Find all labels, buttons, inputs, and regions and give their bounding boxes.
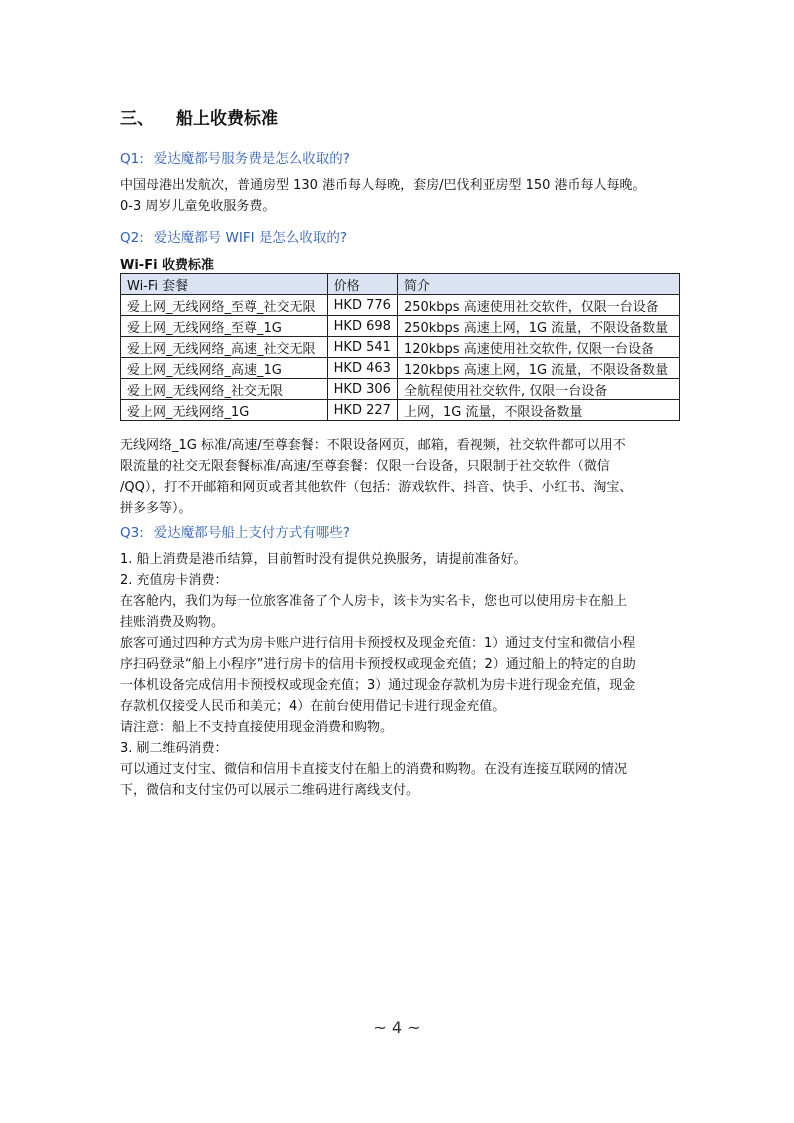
table-header-description: 简介: [397, 274, 679, 295]
table-cell-price: HKD 306: [327, 379, 397, 400]
answer-3-line: 旅客可通过四种方式为房卡账户进行信用卡预授权及现金充值：1）通过支付宝和微信小程: [120, 636, 636, 651]
answer-3-line: 存款机仅接受人民币和美元；4）在前台使用借记卡进行现金充值。: [120, 699, 506, 714]
question-2: [120, 226, 347, 246]
table-row: [121, 358, 680, 379]
answer-3-line: 一体机设备完成信用卡预授权或现金充值；3）通过现金存款机为房卡进行现金充值，现金: [120, 678, 636, 693]
wifi-note: [120, 435, 680, 519]
answer-3-line: 1. 船上消费是港币结算，目前暂时没有提供兑换服务，请提前准备好。: [120, 552, 527, 567]
table-cell-plan: 爱上网_无线网络_高速_社交无限: [121, 337, 328, 358]
table-header-row: [121, 274, 680, 295]
answer-1-line: 0-3 周岁儿童免收服务费。: [120, 199, 276, 214]
wifi-note-line: 拼多多等）。: [120, 501, 192, 516]
answer-3-line: 3. 刷二维码消费：: [120, 741, 228, 756]
wifi-note-line: /QQ），打不开邮箱和网页或者其他软件（包括：游戏软件、抖音、快手、小红书、淘宝、: [120, 480, 633, 495]
answer-3: [120, 549, 680, 801]
table-cell-description: 全航程使用社交软件, 仅限一台设备: [397, 379, 679, 400]
table-cell-plan: 爱上网_无线网络_至尊_社交无限: [121, 295, 328, 316]
answer-3-line: 2. 充值房卡消费：: [120, 573, 228, 588]
question-1-text: 爱达魔都号服务费是怎么收取的?: [153, 151, 350, 167]
question-3-text: 爱达魔都号船上支付方式有哪些?: [153, 525, 350, 541]
table-row: [121, 316, 680, 337]
wifi-price-table: [120, 273, 680, 421]
table-cell-description: 250kbps 高速上网，1G 流量，不限设备数量: [397, 316, 679, 337]
answer-3-line: 下，微信和支付宝仍可以展示二维码进行离线支付。: [120, 783, 420, 798]
table-cell-plan: 爱上网_无线网络_高速_1G: [121, 358, 328, 379]
table-header-price: 价格: [327, 274, 397, 295]
table-cell-description: 250kbps 高速使用社交软件，仅限一台设备: [397, 295, 679, 316]
table-cell-plan: 爱上网_无线网络_社交无限: [121, 379, 328, 400]
section-title: 船上收费标准: [176, 109, 278, 129]
wifi-table-title: Wi-Fi 收费标准: [120, 258, 215, 273]
page-number: ~ 4 ~: [373, 1018, 421, 1037]
table-cell-description: 120kbps 高速上网，1G 流量，不限设备数量: [397, 358, 679, 379]
table-cell-price: HKD 463: [327, 358, 397, 379]
wifi-note-line: 限流量的社交无限套餐标准/高速/至尊套餐：仅限一台设备，只限制于社交软件（微信: [120, 459, 610, 474]
question-3: [120, 521, 350, 541]
answer-1: [120, 175, 680, 217]
answer-3-line: 在客舱内，我们为每一位旅客准备了个人房卡，该卡为实名卡，您也可以使用房卡在船上: [120, 594, 628, 609]
question-2-text: 爱达魔都号 WIFI 是怎么收取的?: [153, 230, 348, 246]
table-row: [121, 379, 680, 400]
section-number: 三、: [120, 109, 154, 129]
wifi-note-line: 无线网络_1G 标准/高速/至尊套餐：不限设备网页，邮箱，看视频，社交软件都可以用不: [120, 438, 626, 453]
table-cell-description: 120kbps 高速使用社交软件, 仅限一台设备: [397, 337, 679, 358]
question-3-label: Q3:: [120, 525, 144, 541]
table-row: [121, 400, 680, 421]
table-cell-description: 上网，1G 流量，不限设备数量: [397, 400, 679, 421]
table-header-plan: Wi-Fi 套餐: [121, 274, 328, 295]
table-row: [121, 295, 680, 316]
question-1: [120, 147, 350, 167]
table-cell-plan: 爱上网_无线网络_至尊_1G: [121, 316, 328, 337]
answer-1-line: 中国母港出发航次，普通房型 130 港币每人每晚，套房/巴伐利亚房型 150 港币每人每晚。: [120, 178, 646, 193]
table-cell-price: HKD 776: [327, 295, 397, 316]
answer-3-line: 可以通过支付宝、微信和信用卡直接支付在船上的消费和购物。在没有连接互联网的情况: [120, 762, 628, 777]
table-cell-price: HKD 541: [327, 337, 397, 358]
answer-3-line: 序扫码登录“船上小程序”进行房卡的信用卡预授权或现金充值；2）通过船上的特定的自助: [120, 657, 636, 672]
table-cell-plan: 爱上网_无线网络_1G: [121, 400, 328, 421]
table-cell-price: HKD 227: [327, 400, 397, 421]
question-1-label: Q1:: [120, 151, 144, 167]
section-heading: [120, 104, 278, 129]
table-cell-price: HKD 698: [327, 316, 397, 337]
question-2-label: Q2:: [120, 230, 144, 246]
answer-3-line: 挂账消费及购物。: [120, 615, 225, 630]
answer-3-line: 请注意：船上不支持直接使用现金消费和购物。: [120, 720, 394, 735]
table-row: [121, 337, 680, 358]
